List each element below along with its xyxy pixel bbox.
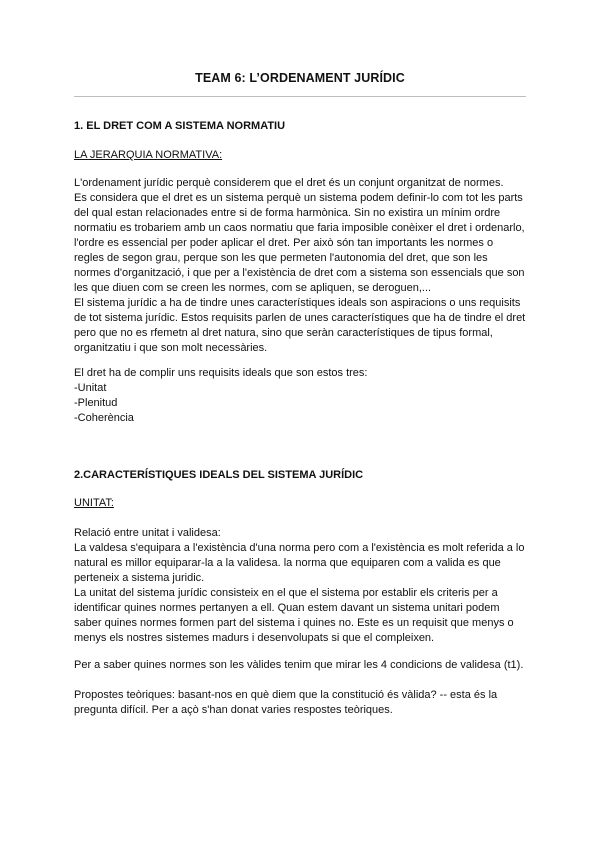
text-line: saber quines normes formen part del sistema i quines no. Este es un requisit que menys o	[74, 617, 514, 629]
text-line: Relació entre unitat i validesa:	[74, 527, 221, 539]
list-item: -Coherència	[74, 412, 134, 424]
text-line: l'ordre es essencial per poder aplicar el dret. Per això són tan importants les normes o	[74, 237, 494, 249]
text-line: pregunta difícil. Per a açò s'han donat varies respostes teòriques.	[74, 704, 393, 716]
text-line: L'ordenament jurídic perquè considerem que el dret és un conjunt organitzat de normes.	[74, 177, 504, 189]
section-heading-2: 2.CARACTERÍSTIQUES IDEALS DEL SISTEMA JURÍDIC	[74, 469, 364, 481]
text-line: menys els nostres sistemes madurs i desenvolupats si que el compleixen.	[74, 632, 435, 644]
text-line: del qual estan relacionades entre si de forma harmònica. Sin no existira un mínim ordre	[74, 207, 501, 219]
paragraph	[74, 176, 530, 356]
list-item: -Unitat	[74, 382, 107, 394]
text-line: pero que no es rfemetn al dret natura, sino que seràn característiques de tipus formal,	[74, 327, 493, 339]
title-divider	[74, 96, 526, 97]
section-subheading-1: LA JERARQUIA NORMATIVA:	[74, 149, 223, 161]
text-line: El dret ha de complir uns requisits ideals que son estos tres:	[74, 367, 368, 379]
section-heading-1: 1. EL DRET COM A SISTEMA NORMATIU	[74, 120, 286, 132]
text-line: perteneix a sistema juridic.	[74, 572, 205, 584]
text-line: normes d'organització, i que per a l'existència de dret com a sistema son essencials que son	[74, 267, 525, 279]
paragraph	[74, 688, 530, 718]
text-line: Es considera que el dret es un sistema perquè un sistema podem definir-lo com tot les parts	[74, 192, 523, 204]
text-line: Propostes teòriques: basant-nos en què diem que la constitució és vàlida? -- esta és la	[74, 689, 498, 701]
text-line: regles de segon grau, perque son les que permeten l'autonomia del dret, que son les	[74, 252, 488, 264]
text-line: de tot sistema jurídic. Estos requisits parlen de unes característiques que ha de tindre el dret	[74, 312, 526, 324]
paragraph	[74, 366, 530, 426]
text-line: La unitat del sistema jurídic consisteix en el que el sistema por establir els criteris per a	[74, 587, 498, 599]
paragraph	[74, 658, 530, 673]
text-line: normatiu es trobariem amb un caos normatiu que faria imposible conèixer el dret i ordenarlo,	[74, 222, 525, 234]
paragraph	[74, 526, 530, 646]
text-line: El sistema jurídic a ha de tindre unes característiques ideals son aspiracions o uns requisits	[74, 297, 521, 309]
text-line: les que diuen com se creen les normes, com se apliquen, se deroguen,...	[74, 282, 432, 294]
list-item: -Plenitud	[74, 397, 118, 409]
text-line: identificar quines normes pertanyen a ell. Quan estem davant un sistema unitari podem	[74, 602, 500, 614]
text-line: organitzatiu i que son molt necessàries.	[74, 342, 268, 354]
text-line: natural es millor equiparar-la a la validesa. la norma que equiparen com a valida es que	[74, 557, 501, 569]
section-subheading-2: UNITAT:	[74, 497, 114, 509]
text-line: Per a saber quines normes son les vàlides tenim que mirar les 4 condicions de validesa (t1).	[74, 659, 524, 671]
text-line: La valdesa s'equipara a l'existència d'una norma pero com a l'existència es molt referida a lo	[74, 542, 525, 554]
document-title: TEAM 6: L’ORDENAMENT JURÍDIC	[195, 71, 405, 85]
